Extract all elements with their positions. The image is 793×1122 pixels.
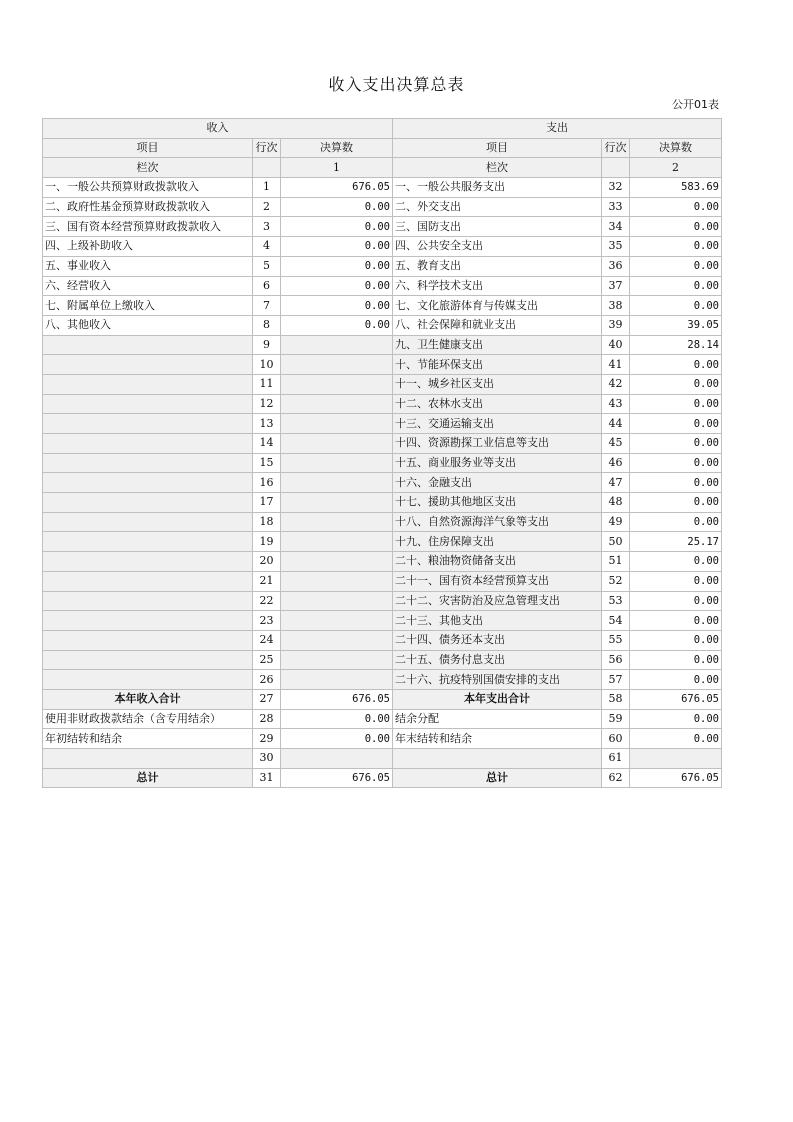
expense-item: 八、社会保障和就业支出 xyxy=(393,315,602,335)
expense-line-number: 33 xyxy=(602,197,630,217)
income-amount xyxy=(281,414,393,434)
total-row xyxy=(43,768,722,788)
table-row xyxy=(43,394,722,414)
expense-item: 十八、自然资源海洋气象等支出 xyxy=(393,512,602,532)
income-amount xyxy=(281,650,393,670)
income-amount: 0.00 xyxy=(281,237,393,257)
table-row xyxy=(43,670,722,690)
income-item: 一、一般公共预算财政拨款收入 xyxy=(43,178,253,198)
income-item: 年初结转和结余 xyxy=(43,729,253,749)
table-row xyxy=(43,217,722,237)
income-item: 五、事业收入 xyxy=(43,256,253,276)
income-item xyxy=(43,473,253,493)
income-line-number: 21 xyxy=(253,571,281,591)
expense-line-number: 59 xyxy=(602,709,630,729)
expense-line-number: 62 xyxy=(602,768,630,788)
expense-line-number: 55 xyxy=(602,630,630,650)
income-amount xyxy=(281,591,393,611)
income-column-label: 栏次 xyxy=(43,158,253,178)
expense-amount: 0.00 xyxy=(630,197,722,217)
income-amount: 0.00 xyxy=(281,296,393,316)
expense-line-number: 51 xyxy=(602,552,630,572)
income-amount xyxy=(281,512,393,532)
expense-amount: 0.00 xyxy=(630,394,722,414)
income-amount-header: 决算数 xyxy=(281,138,393,158)
income-line-number: 27 xyxy=(253,689,281,709)
expense-column-number: 2 xyxy=(630,158,722,178)
income-line-header: 行次 xyxy=(253,138,281,158)
expense-item: 十四、资源勘探工业信息等支出 xyxy=(393,434,602,454)
income-amount xyxy=(281,355,393,375)
income-line-number: 15 xyxy=(253,453,281,473)
expense-amount: 0.00 xyxy=(630,296,722,316)
income-line-number: 23 xyxy=(253,611,281,631)
income-line-number: 13 xyxy=(253,414,281,434)
table-row xyxy=(43,414,722,434)
income-item xyxy=(43,493,253,513)
table-row xyxy=(43,532,722,552)
income-amount: 676.05 xyxy=(281,689,393,709)
income-amount xyxy=(281,630,393,650)
expense-amount: 0.00 xyxy=(630,276,722,296)
income-amount xyxy=(281,434,393,454)
expense-line-number: 56 xyxy=(602,650,630,670)
column-index-row xyxy=(43,158,722,178)
income-amount xyxy=(281,473,393,493)
expense-amount: 583.69 xyxy=(630,178,722,198)
expense-line-number: 39 xyxy=(602,315,630,335)
expense-line-number: 34 xyxy=(602,217,630,237)
expense-line-number: 32 xyxy=(602,178,630,198)
income-line-number: 28 xyxy=(253,709,281,729)
income-header: 收入 xyxy=(43,119,393,139)
table-row xyxy=(43,552,722,572)
expense-item: 二十六、抗疫特别国债安排的支出 xyxy=(393,670,602,690)
expense-amount: 0.00 xyxy=(630,611,722,631)
income-item xyxy=(43,650,253,670)
income-item xyxy=(43,749,253,769)
income-item: 六、经营收入 xyxy=(43,276,253,296)
table-row xyxy=(43,335,722,355)
expense-header: 支出 xyxy=(393,119,722,139)
expense-item: 一、一般公共服务支出 xyxy=(393,178,602,198)
expense-amount: 0.00 xyxy=(630,237,722,257)
expense-item: 六、科学技术支出 xyxy=(393,276,602,296)
expense-amount: 0.00 xyxy=(630,670,722,690)
expense-amount: 676.05 xyxy=(630,689,722,709)
income-line-number: 9 xyxy=(253,335,281,355)
expense-item: 十五、商业服务业等支出 xyxy=(393,453,602,473)
expense-item: 十三、交通运输支出 xyxy=(393,414,602,434)
income-item xyxy=(43,434,253,454)
expense-amount: 28.14 xyxy=(630,335,722,355)
expense-amount xyxy=(630,749,722,769)
income-amount: 676.05 xyxy=(281,768,393,788)
expense-amount: 39.05 xyxy=(630,315,722,335)
income-item: 八、其他收入 xyxy=(43,315,253,335)
expense-item: 二十三、其他支出 xyxy=(393,611,602,631)
expense-line-number: 45 xyxy=(602,434,630,454)
expense-item: 二、外交支出 xyxy=(393,197,602,217)
expense-amount: 676.05 xyxy=(630,768,722,788)
expense-item: 二十、粮油物资储备支出 xyxy=(393,552,602,572)
expense-amount: 0.00 xyxy=(630,256,722,276)
expense-amount: 25.17 xyxy=(630,532,722,552)
expense-line-number: 61 xyxy=(602,749,630,769)
income-item xyxy=(43,414,253,434)
expense-line-number: 50 xyxy=(602,532,630,552)
expense-item: 二十五、债务付息支出 xyxy=(393,650,602,670)
income-line-number: 17 xyxy=(253,493,281,513)
income-line-number: 5 xyxy=(253,256,281,276)
income-line-number: 3 xyxy=(253,217,281,237)
income-line-number: 16 xyxy=(253,473,281,493)
income-item xyxy=(43,512,253,532)
table-number: 公开01表 xyxy=(672,98,719,111)
income-line-number: 30 xyxy=(253,749,281,769)
expense-amount: 0.00 xyxy=(630,355,722,375)
section-header-row xyxy=(43,119,722,139)
expense-amount: 0.00 xyxy=(630,729,722,749)
expense-line-number: 47 xyxy=(602,473,630,493)
income-item: 三、国有资本经营预算财政拨款收入 xyxy=(43,217,253,237)
expense-line-blank xyxy=(602,158,630,178)
table-row xyxy=(43,256,722,276)
income-line-number: 8 xyxy=(253,315,281,335)
table-row xyxy=(43,197,722,217)
expense-amount: 0.00 xyxy=(630,414,722,434)
expense-line-number: 43 xyxy=(602,394,630,414)
income-amount: 0.00 xyxy=(281,197,393,217)
table-row xyxy=(43,434,722,454)
income-amount xyxy=(281,571,393,591)
table-row xyxy=(43,453,722,473)
income-amount xyxy=(281,394,393,414)
expense-line-number: 40 xyxy=(602,335,630,355)
income-item xyxy=(43,552,253,572)
expense-item: 九、卫生健康支出 xyxy=(393,335,602,355)
expense-line-number: 42 xyxy=(602,374,630,394)
expense-amount: 0.00 xyxy=(630,591,722,611)
income-line-number: 11 xyxy=(253,374,281,394)
income-amount: 0.00 xyxy=(281,256,393,276)
income-item xyxy=(43,532,253,552)
income-expense-table xyxy=(42,118,722,788)
expense-item: 十九、住房保障支出 xyxy=(393,532,602,552)
expense-item: 四、公共安全支出 xyxy=(393,237,602,257)
income-item: 四、上级补助收入 xyxy=(43,237,253,257)
expense-item: 年末结转和结余 xyxy=(393,729,602,749)
expense-amount: 0.00 xyxy=(630,512,722,532)
income-item xyxy=(43,335,253,355)
income-line-number: 2 xyxy=(253,197,281,217)
table-row xyxy=(43,276,722,296)
expense-amount: 0.00 xyxy=(630,650,722,670)
expense-item: 七、文化旅游体育与传媒支出 xyxy=(393,296,602,316)
expense-item: 总计 xyxy=(393,768,602,788)
income-line-number: 29 xyxy=(253,729,281,749)
table-row xyxy=(43,374,722,394)
expense-item-header: 项目 xyxy=(393,138,602,158)
expense-line-number: 37 xyxy=(602,276,630,296)
expense-item: 二十二、灾害防治及应急管理支出 xyxy=(393,591,602,611)
expense-item xyxy=(393,749,602,769)
table-row xyxy=(43,493,722,513)
table-row xyxy=(43,512,722,532)
expense-line-number: 44 xyxy=(602,414,630,434)
expense-line-number: 49 xyxy=(602,512,630,532)
income-line-number: 22 xyxy=(253,591,281,611)
table-row xyxy=(43,650,722,670)
expense-amount: 0.00 xyxy=(630,630,722,650)
column-header-row xyxy=(43,138,722,158)
expense-item: 十、节能环保支出 xyxy=(393,355,602,375)
income-line-number: 12 xyxy=(253,394,281,414)
expense-line-number: 48 xyxy=(602,493,630,513)
income-item xyxy=(43,591,253,611)
income-item xyxy=(43,630,253,650)
income-line-number: 1 xyxy=(253,178,281,198)
income-item xyxy=(43,394,253,414)
income-line-blank xyxy=(253,158,281,178)
expense-amount: 0.00 xyxy=(630,473,722,493)
expense-item: 三、国防支出 xyxy=(393,217,602,237)
income-line-number: 10 xyxy=(253,355,281,375)
income-amount xyxy=(281,552,393,572)
table-row xyxy=(43,315,722,335)
table-row xyxy=(43,591,722,611)
expense-line-number: 53 xyxy=(602,591,630,611)
table-row xyxy=(43,709,722,729)
expense-column-label: 栏次 xyxy=(393,158,602,178)
income-amount: 676.05 xyxy=(281,178,393,198)
expense-amount: 0.00 xyxy=(630,453,722,473)
income-amount: 0.00 xyxy=(281,729,393,749)
income-line-number: 25 xyxy=(253,650,281,670)
income-item: 使用非财政拨款结余（含专用结余） xyxy=(43,709,253,729)
income-amount xyxy=(281,749,393,769)
table-row xyxy=(43,237,722,257)
expense-line-header: 行次 xyxy=(602,138,630,158)
table-row xyxy=(43,571,722,591)
expense-amount: 0.00 xyxy=(630,434,722,454)
table-row xyxy=(43,296,722,316)
subtotal-row xyxy=(43,689,722,709)
expense-item: 十二、农林水支出 xyxy=(393,394,602,414)
expense-line-number: 60 xyxy=(602,729,630,749)
income-amount: 0.00 xyxy=(281,276,393,296)
income-amount xyxy=(281,611,393,631)
income-item: 本年收入合计 xyxy=(43,689,253,709)
income-amount: 0.00 xyxy=(281,709,393,729)
income-item xyxy=(43,571,253,591)
table-row xyxy=(43,178,722,198)
expense-item: 五、教育支出 xyxy=(393,256,602,276)
income-amount xyxy=(281,670,393,690)
expense-line-number: 57 xyxy=(602,670,630,690)
expense-line-number: 52 xyxy=(602,571,630,591)
expense-line-number: 46 xyxy=(602,453,630,473)
income-line-number: 6 xyxy=(253,276,281,296)
table-row xyxy=(43,749,722,769)
income-amount xyxy=(281,493,393,513)
expense-amount: 0.00 xyxy=(630,493,722,513)
expense-item: 十七、援助其他地区支出 xyxy=(393,493,602,513)
expense-amount: 0.00 xyxy=(630,217,722,237)
income-item xyxy=(43,453,253,473)
income-amount: 0.00 xyxy=(281,217,393,237)
income-amount xyxy=(281,453,393,473)
income-column-number: 1 xyxy=(281,158,393,178)
expense-line-number: 58 xyxy=(602,689,630,709)
income-line-number: 14 xyxy=(253,434,281,454)
income-line-number: 19 xyxy=(253,532,281,552)
expense-line-number: 36 xyxy=(602,256,630,276)
income-amount xyxy=(281,335,393,355)
income-item xyxy=(43,611,253,631)
income-amount: 0.00 xyxy=(281,315,393,335)
expense-line-number: 54 xyxy=(602,611,630,631)
table-row xyxy=(43,473,722,493)
income-line-number: 26 xyxy=(253,670,281,690)
expense-line-number: 41 xyxy=(602,355,630,375)
income-amount xyxy=(281,374,393,394)
expense-item: 二十四、债务还本支出 xyxy=(393,630,602,650)
income-line-number: 20 xyxy=(253,552,281,572)
table-row xyxy=(43,355,722,375)
table-row xyxy=(43,611,722,631)
expense-item: 本年支出合计 xyxy=(393,689,602,709)
expense-line-number: 38 xyxy=(602,296,630,316)
expense-item: 二十一、国有资本经营预算支出 xyxy=(393,571,602,591)
income-item xyxy=(43,670,253,690)
expense-line-number: 35 xyxy=(602,237,630,257)
income-item: 七、附属单位上缴收入 xyxy=(43,296,253,316)
income-item xyxy=(43,355,253,375)
income-line-number: 7 xyxy=(253,296,281,316)
income-line-number: 4 xyxy=(253,237,281,257)
table-row xyxy=(43,630,722,650)
income-item: 总计 xyxy=(43,768,253,788)
income-line-number: 18 xyxy=(253,512,281,532)
expense-amount: 0.00 xyxy=(630,552,722,572)
expense-amount: 0.00 xyxy=(630,709,722,729)
expense-amount: 0.00 xyxy=(630,374,722,394)
income-amount xyxy=(281,532,393,552)
table-row xyxy=(43,729,722,749)
expense-amount-header: 决算数 xyxy=(630,138,722,158)
income-line-number: 24 xyxy=(253,630,281,650)
income-item xyxy=(43,374,253,394)
income-item-header: 项目 xyxy=(43,138,253,158)
income-line-number: 31 xyxy=(253,768,281,788)
expense-amount: 0.00 xyxy=(630,571,722,591)
expense-item: 结余分配 xyxy=(393,709,602,729)
income-item: 二、政府性基金预算财政拨款收入 xyxy=(43,197,253,217)
page-title: 收入支出决算总表 xyxy=(328,75,465,94)
expense-item: 十一、城乡社区支出 xyxy=(393,374,602,394)
expense-item: 十六、金融支出 xyxy=(393,473,602,493)
